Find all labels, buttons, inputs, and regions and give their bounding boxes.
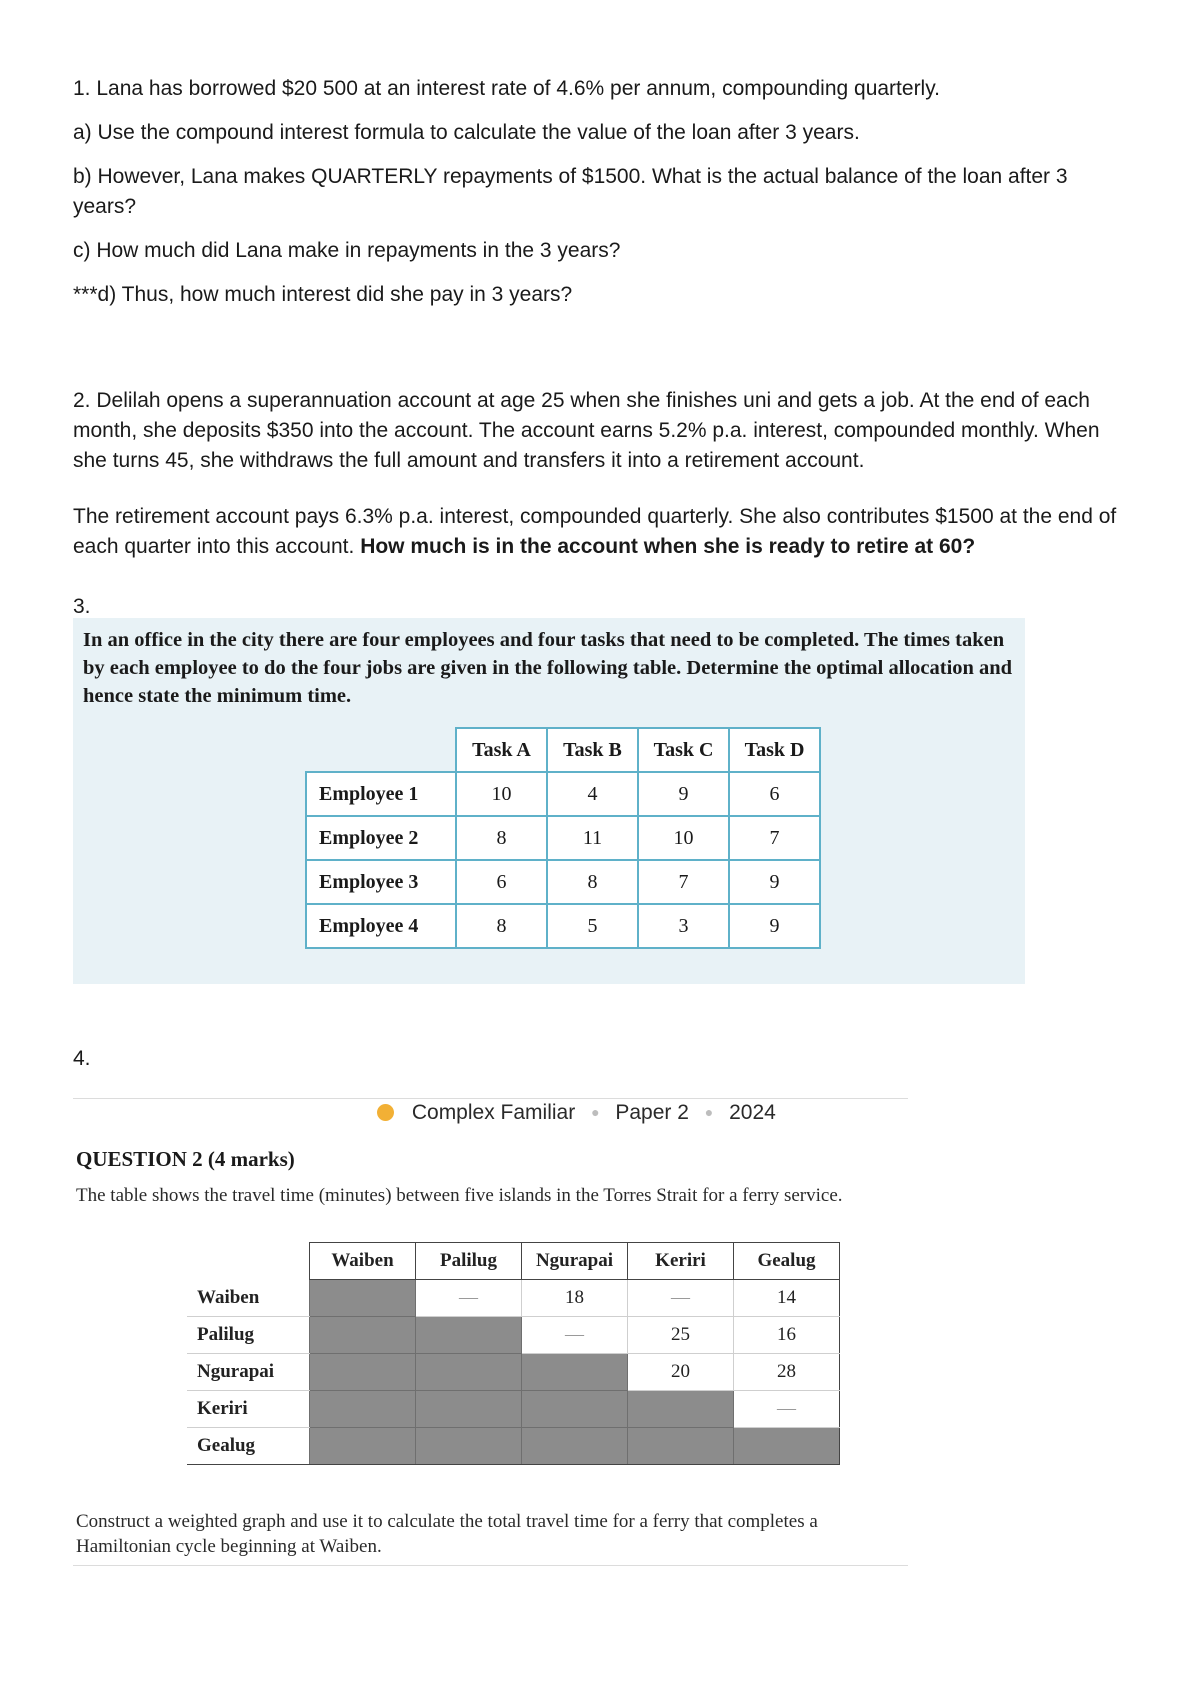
- q4-col-palilug: Palilug: [416, 1243, 522, 1280]
- q4-row-gealug: [187, 1428, 840, 1465]
- q4-title: QUESTION 2 (4 marks): [76, 1147, 295, 1171]
- q3-col-task-a: Task A: [456, 728, 547, 772]
- q4-cell: 25: [628, 1317, 734, 1354]
- q3-cell: 10: [638, 816, 729, 860]
- q3-row-label: Employee 2: [306, 816, 456, 860]
- q3-cell: 4: [547, 772, 638, 816]
- q4-cell: —: [416, 1280, 522, 1317]
- q3-cell: 8: [456, 816, 547, 860]
- q4-bottom-divider: [73, 1565, 908, 1566]
- q4-cell: 18: [522, 1280, 628, 1317]
- q4-cell-shaded: [416, 1428, 522, 1465]
- q4-cell-shaded: [310, 1391, 416, 1428]
- q4-difficulty: Complex Familiar: [411, 1101, 576, 1124]
- q4-meta-line: [377, 1099, 776, 1126]
- q4-cell-shaded: [522, 1428, 628, 1465]
- q3-row-label: Employee 4: [306, 904, 456, 948]
- q3-panel: [73, 618, 1025, 984]
- q4-cell: 16: [734, 1317, 840, 1354]
- q3-cell: 3: [638, 904, 729, 948]
- q4-row-label: Keriri: [187, 1391, 310, 1428]
- q1-stem: 1. Lana has borrowed $20 500 at an interest rate of 4.6% per annum, compounding quarterly.: [73, 77, 940, 100]
- q4-cell: —: [734, 1391, 840, 1428]
- q4-cell-shaded: [310, 1428, 416, 1465]
- difficulty-dot-icon: [377, 1104, 394, 1121]
- q4-footer: Construct a weighted graph and use it to calculate the total travel time for a ferry that completes a Hamiltonian cycle beginning at Waiben.: [76, 1511, 818, 1557]
- q1-part-d: ***d) Thus, how much interest did she pay in 3 years?: [73, 283, 573, 306]
- q4-row-keriri: [187, 1391, 840, 1428]
- q3-row-label: Employee 1: [306, 772, 456, 816]
- q4-corner-cell: [187, 1243, 310, 1280]
- q3-row-label: Employee 3: [306, 860, 456, 904]
- q4-cell-shaded: [628, 1391, 734, 1428]
- q4-row-ngurapai: [187, 1354, 840, 1391]
- q4-cell-shaded: [416, 1354, 522, 1391]
- q4-row-label: Waiben: [187, 1280, 310, 1317]
- q3-number: 3.: [73, 595, 91, 618]
- q4-row-label: Gealug: [187, 1428, 310, 1465]
- q4-travel-time-table: [187, 1242, 840, 1465]
- q3-cell: 5: [547, 904, 638, 948]
- q3-cell: 6: [456, 860, 547, 904]
- q4-number: 4.: [73, 1047, 91, 1070]
- q4-cell: —: [522, 1317, 628, 1354]
- q3-cell: 11: [547, 816, 638, 860]
- q2-question: How much is in the account when she is ready to retire at 60?: [360, 535, 976, 558]
- q1-part-a: a) Use the compound interest formula to calculate the value of the loan after 3 years.: [73, 121, 860, 144]
- q4-row-palilug: [187, 1317, 840, 1354]
- q3-header-row: [306, 728, 820, 772]
- q3-cell: 9: [729, 904, 820, 948]
- q3-text: In an office in the city there are four employees and four tasks that need to be completed. The times taken by each employee to do the four jobs are given in the following table. Determine the optimal allocation and hence state the minimum time.: [83, 629, 1013, 707]
- q4-cell: 28: [734, 1354, 840, 1391]
- q4-cell-shaded: [310, 1317, 416, 1354]
- q3-cell: 9: [638, 772, 729, 816]
- q3-cell: 8: [456, 904, 547, 948]
- q3-cell: 7: [729, 816, 820, 860]
- q4-cell-shaded: [310, 1280, 416, 1317]
- q4-row-label: Ngurapai: [187, 1354, 310, 1391]
- q3-col-task-d: Task D: [729, 728, 820, 772]
- q3-row-employee-3: [306, 860, 820, 904]
- q4-header-row: [187, 1243, 840, 1280]
- q3-col-task-b: Task B: [547, 728, 638, 772]
- q3-row-employee-4: [306, 904, 820, 948]
- q4-paper: Paper 2: [615, 1101, 689, 1124]
- q3-corner-cell: [306, 728, 456, 772]
- q4-col-keriri: Keriri: [628, 1243, 734, 1280]
- separator-dot-icon: ●: [704, 1104, 714, 1120]
- q3-cell: 10: [456, 772, 547, 816]
- q4-cell-shaded: [522, 1391, 628, 1428]
- q4-year: 2024: [729, 1101, 776, 1124]
- q2-paragraph-2: [73, 502, 1133, 562]
- q4-col-waiben: Waiben: [310, 1243, 416, 1280]
- q4-cell-shaded: [416, 1391, 522, 1428]
- q4-row-label: Palilug: [187, 1317, 310, 1354]
- q3-row-employee-2: [306, 816, 820, 860]
- q3-cell: 8: [547, 860, 638, 904]
- q3-row-employee-1: [306, 772, 820, 816]
- q4-col-ngurapai: Ngurapai: [522, 1243, 628, 1280]
- q3-assignment-table: [305, 727, 821, 949]
- q3-cell: 6: [729, 772, 820, 816]
- q4-cell-shaded: [416, 1317, 522, 1354]
- q1-part-c: c) How much did Lana make in repayments in the 3 years?: [73, 239, 621, 262]
- q2-paragraph-2-text: The retirement account pays 6.3% p.a. interest, compounded quarterly. She also contributes $1500 at the end of each quarter into this account.: [73, 505, 1117, 558]
- q4-row-waiben: [187, 1280, 840, 1317]
- q4-cell: 20: [628, 1354, 734, 1391]
- q4-intro: The table shows the travel time (minutes) between five islands in the Torres Strait for a ferry service.: [76, 1185, 843, 1206]
- q4-cell-shaded: [310, 1354, 416, 1391]
- q4-col-gealug: Gealug: [734, 1243, 840, 1280]
- q4-cell: —: [628, 1280, 734, 1317]
- q3-cell: 9: [729, 860, 820, 904]
- q1-part-b: b) However, Lana makes QUARTERLY repayments of $1500. What is the actual balance of the loan after 3 years?: [73, 165, 1068, 218]
- q4-cell-shaded: [628, 1428, 734, 1465]
- separator-dot-icon: ●: [591, 1104, 600, 1120]
- q3-col-task-c: Task C: [638, 728, 729, 772]
- q3-cell: 7: [638, 860, 729, 904]
- q2-paragraph-1: 2. Delilah opens a superannuation account at age 25 when she finishes uni and gets a job. At the end of each month, she deposits $350 into the account. The account earns 5.2% p.a. interest, compounded monthly. When she turns 45, she withdraws the full amount and transfers it into a retirement account.: [73, 389, 1100, 472]
- q4-cell: 14: [734, 1280, 840, 1317]
- q4-cell-shaded: [522, 1354, 628, 1391]
- q4-cell-shaded: [734, 1428, 840, 1465]
